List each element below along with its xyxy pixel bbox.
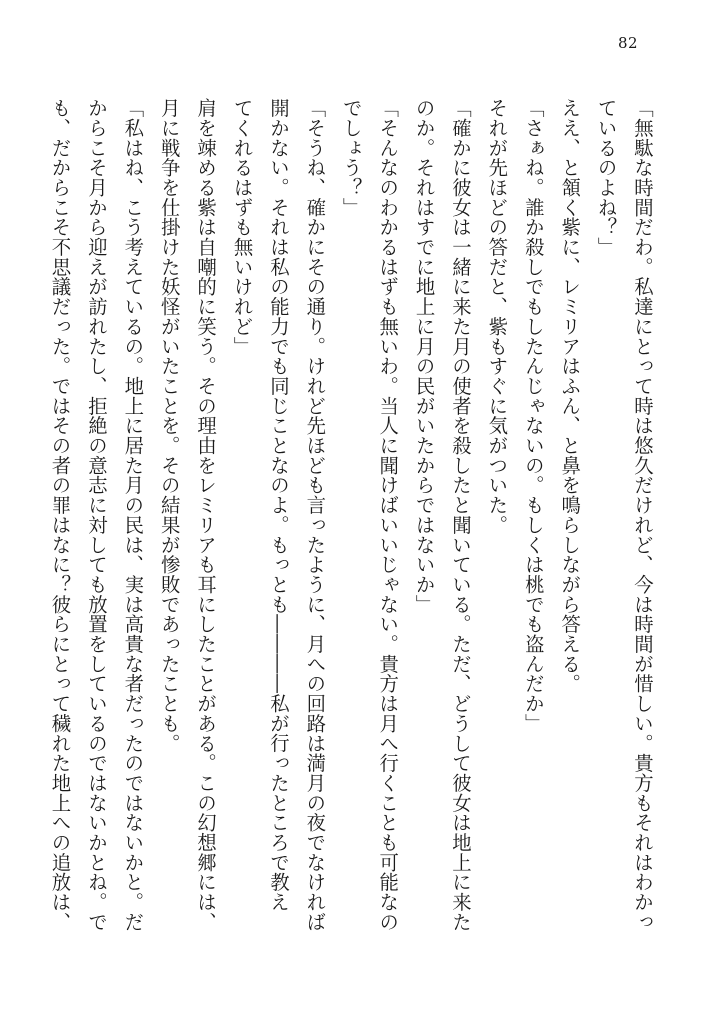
text-line: のか。それはすでに地上に月の民がいたからではないか」 [412, 98, 436, 615]
page-number: 82 [617, 34, 639, 52]
text-line: 「さぁね。誰か殺しでもしたんじゃないの。もしくは桃でも盗んだか」 [521, 98, 545, 734]
text-line: ているのよね？」 [594, 98, 618, 257]
text-line: 「無駄な時間だわ。私達にとって時は悠久だけれど、今は時間が惜しい。貴方もそれはわかっ [631, 98, 654, 932]
text-line: からこそ月から迎えが訪れたし、拒絶の意志に対しても放置をしているのではないかとね。で [84, 98, 108, 932]
text-line: 月に戦争を仕掛けた妖怪がいたことを。その結果が惨敗であったことも。 [157, 98, 181, 754]
text-line: それが先ほどの答だと、紫もすぐに気がついた。 [485, 98, 509, 535]
text-line: も、だからこそ不思議だった。ではその者の罪はなに？彼らにとって穢れた地上への追放は、 [48, 98, 72, 932]
text-line: 肩を竦める紫は自嘲的に笑う。その理由をレミリアも耳にしたことがある。この幻想郷には、 [194, 98, 218, 932]
body-text [36, 98, 660, 996]
text-line: てくれるはずも無いけれど」 [230, 98, 254, 357]
text-line: 「私はね、こう考えているの。地上に居た月の民は、実は高貴な者だったのではないかと。だ [121, 98, 145, 932]
text-line: でしょう？」 [339, 98, 363, 218]
text-line: 「そうね、確かにその通り。けれど先ほども言ったように、月への回路は満月の夜でなければ [303, 98, 327, 932]
text-line: 「そんなのわかるはずも無いわ。当人に聞けばいいじゃない。貴方は月へ行くことも可能なの [376, 98, 400, 932]
text-line: 「確かに彼女は一緒に来た月の使者を殺したと聞いている。ただ、どうして彼女は地上に来た [448, 98, 472, 932]
text-line: ええ、と頷く紫に、レミリアはふん、と鼻を鳴らしながら答える。 [558, 98, 582, 694]
text-line: 開かない。それは私の能力でも同じことなのよ。もっとも――――私が行ったところで教え [266, 98, 290, 912]
